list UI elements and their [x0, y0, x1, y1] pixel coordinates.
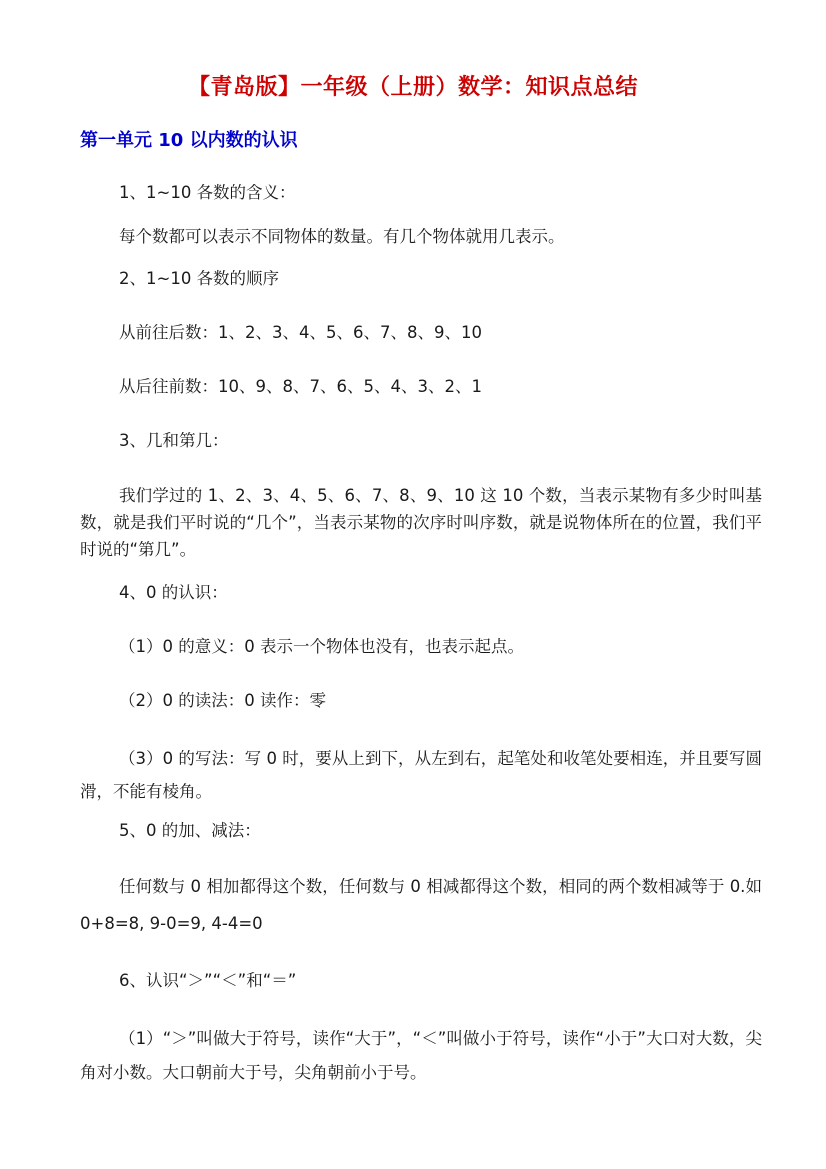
- paragraph: （1）0 的意义：0 表示一个物体也没有，也表示起点。: [119, 637, 524, 656]
- paragraph: 2、1~10 各数的顺序: [119, 269, 280, 288]
- paragraph: 6、认识“＞”“＜”和“＝”: [119, 971, 297, 990]
- paragraph: 任何数与 0 相加都得这个数，任何数与 0 相减都得这个数，相同的两个数相减等于 0.如 0+8=8, 9-0=9, 4-4=0: [80, 877, 762, 933]
- paragraph: 3、几和第几：: [119, 431, 229, 450]
- paragraph: 从前往后数：1、2、3、4、5、6、7、8、9、10: [119, 323, 482, 342]
- paragraph: 我们学过的 1、2、3、4、5、6、7、8、9、10 这 10 个数，当表示某物有多少时叫基数，就是我们平时说的“几个”，当表示某物的次序时叫序数，就是说物体所在的位置，我们平时说的“第几”。: [80, 486, 762, 559]
- paragraph: 1、1~10 各数的含义：: [119, 183, 296, 202]
- paragraph: （1）“＞”叫做大于符号，读作“大于”，“＜”叫做小于符号，读作“小于”大口对大数，尖角对小数。大口朝前大于号，尖角朝前小于号。: [80, 1029, 762, 1082]
- paragraph: 每个数都可以表示不同物体的数量。有几个物体就用几表示。: [119, 227, 565, 246]
- paragraph: 5、0 的加、减法：: [119, 821, 261, 840]
- paragraph: （3）0 的写法：写 0 时，要从上到下，从左到右，起笔处和收笔处要相连，并且要写圆滑，不能有棱角。: [80, 749, 762, 801]
- title-text: 一年级（上册）数学：知识点总结: [300, 75, 639, 100]
- paragraph: 从后往前数：10、9、8、7、6、5、4、3、2、1: [119, 377, 482, 396]
- title-bracket: 【青岛版】: [187, 75, 301, 100]
- page-title: [0, 70, 826, 101]
- unit-heading: 第一单元 10 以内数的认识: [80, 130, 298, 151]
- paragraph: （2）0 的读法：0 读作：零: [119, 691, 326, 710]
- paragraph: 4、0 的认识：: [119, 583, 228, 602]
